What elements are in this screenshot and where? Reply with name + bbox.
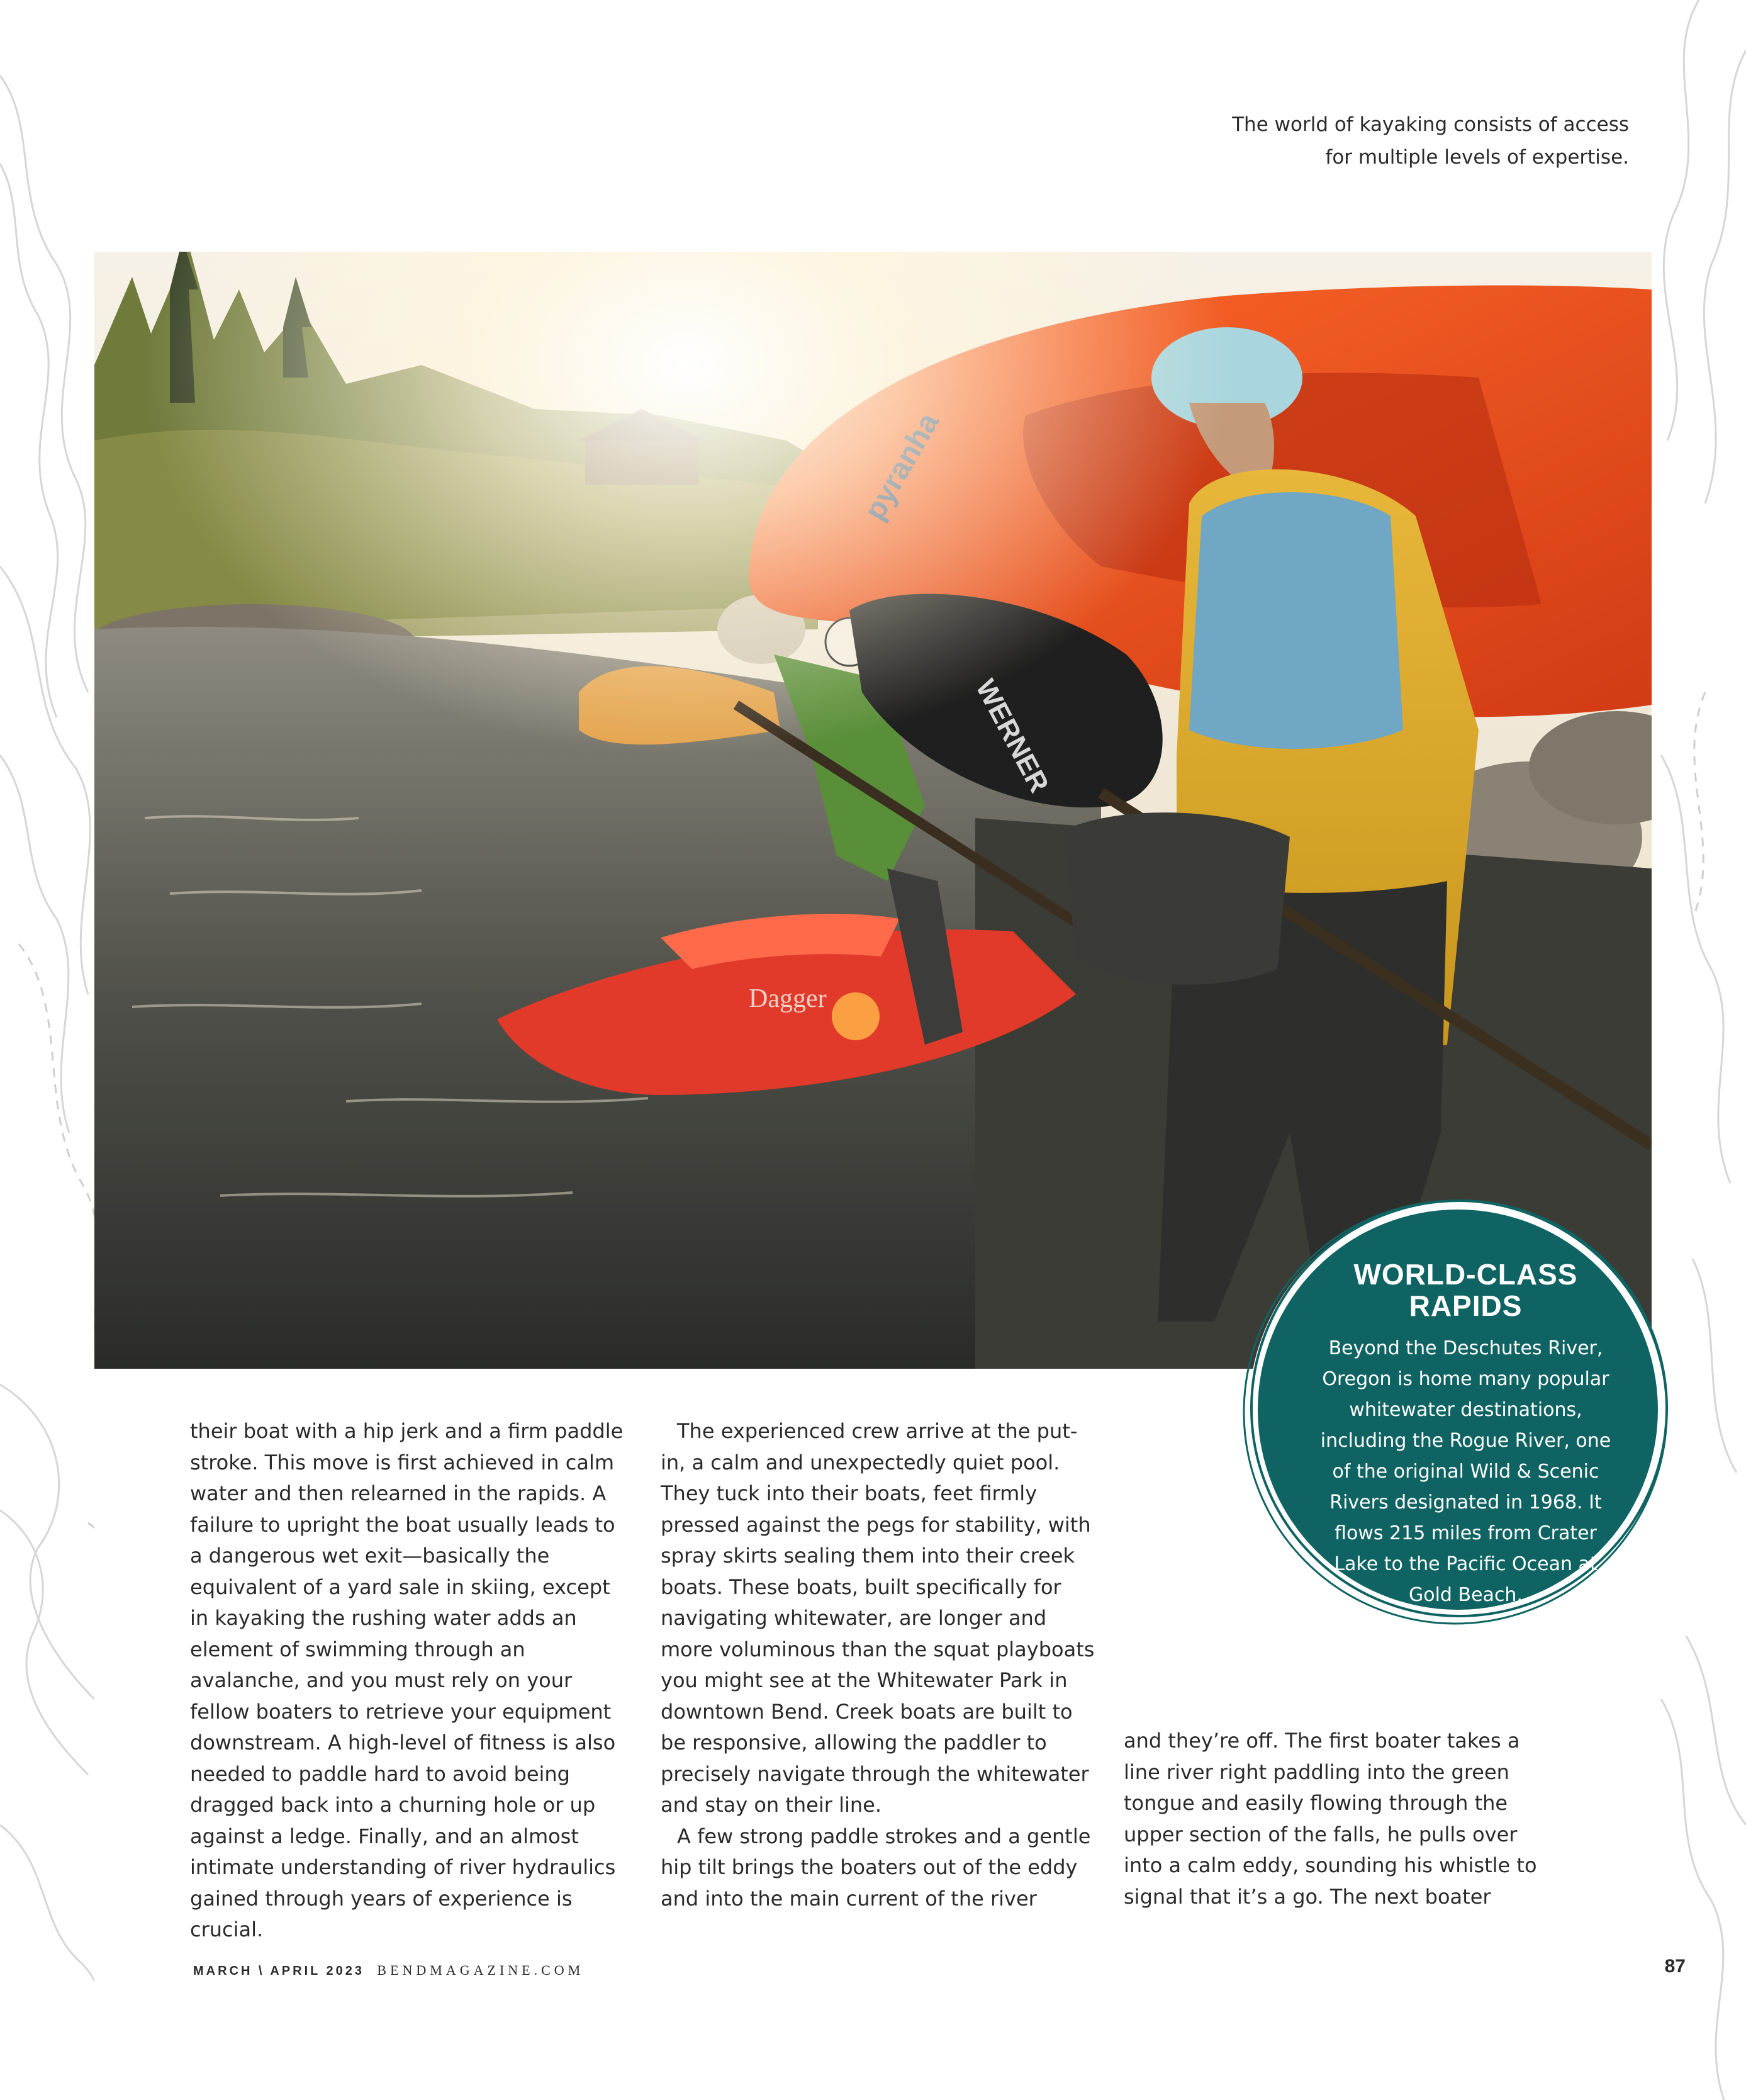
- column-1-paragraph: their boat with a hip jerk and a firm paddle stroke. This move is first achieved in calm water and then relearned in the rapids. A failure to upright the boat usually leads to a dangerous wet exit—basically the equivalent of a yard sale in skiing, except in kayaking the rushing water adds an element of swimming through an avalanche, and you must rely on your fellow boaters to retrieve your equipment downstream. A high-level of fitness is also needed to paddle hard to avoid being dragged back into a churning hole or up against a ledge. Finally, and an almost intimate understanding of river hydraulics gained through years of experience is crucial.: [190, 1419, 624, 1941]
- callout-text: [1313, 1259, 1618, 1610]
- column-2-paragraph: A few strong paddle strokes and a gentle hip tilt brings the boaters out of the eddy and into the main current of the river: [661, 1824, 1091, 1911]
- caption-line-2: for multiple levels of expertise.: [1325, 146, 1629, 169]
- caption-line-1: The world of kayaking consists of access: [1232, 113, 1629, 136]
- photo-caption: [1063, 108, 1629, 174]
- page-number: 87: [1664, 1956, 1686, 1977]
- callout-title-line-2: RAPIDS: [1409, 1289, 1523, 1322]
- callout-world-class-rapids: [1238, 1189, 1678, 1630]
- page-footer: [193, 1962, 584, 1979]
- callout-title-line-1: WORLD-CLASS: [1353, 1258, 1578, 1291]
- column-2-paragraph: The experienced crew arrive at the put-in, a calm and unexpectedly quiet pool. They tuck into their boats, feet firmly pressed against the pegs for stability, with spray skirts sealing them into their creek boats. These boats, built specifically for navigating whitewater, are longer and more voluminous than the squat playboats you might see at the Whitewater Park in downtown Bend. Creek boats are built to be responsive, allowing the paddler to precisely navigate through the whitewater and stay on their line.: [661, 1419, 1095, 1817]
- callout-body: Beyond the Deschutes River, Oregon is home many popular whitewater destinations, including the Rogue River, one of the original Wild & Scenic Rivers designated in 1968. It flows 215 miles from Crater Lake to the Pacific Ocean at Gold Beach.: [1320, 1337, 1611, 1606]
- footer-issue: MARCH \ APRIL 2023: [193, 1964, 365, 1978]
- article-column-1: [190, 1416, 624, 1946]
- article-column-3: [1124, 1726, 1558, 1912]
- column-3-paragraph: and they’re off. The first boater takes a line river right paddling into the green tongue and easily flowing through the upper section of the falls, he pulls over into a calm eddy, sounding his whistle to signal that it’s a go. The next boater: [1124, 1729, 1537, 1909]
- article-column-2: [661, 1416, 1095, 1914]
- footer-site: BENDMAGAZINE.COM: [377, 1962, 585, 1978]
- callout-title: [1313, 1259, 1618, 1322]
